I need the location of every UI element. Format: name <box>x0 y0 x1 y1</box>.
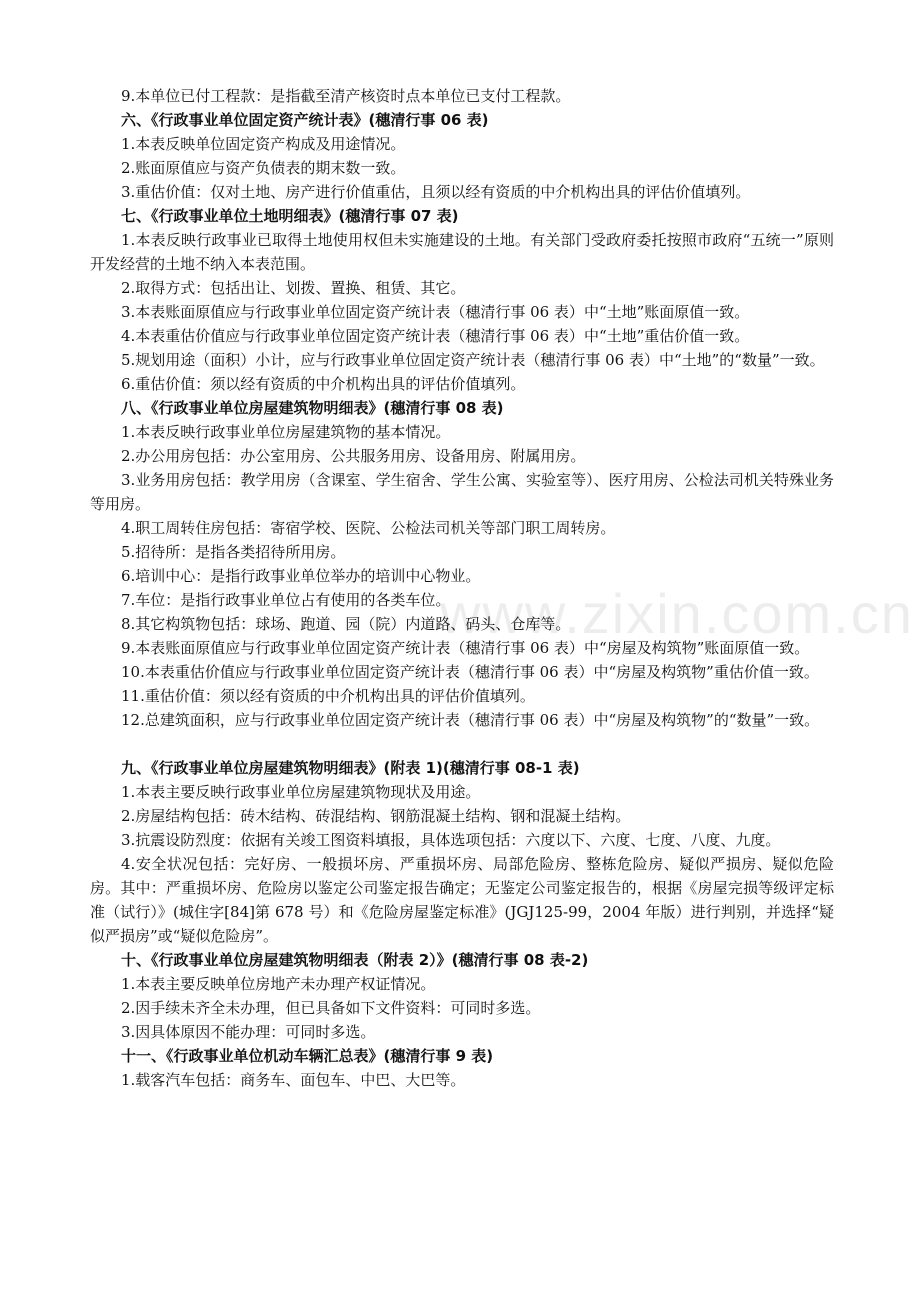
section-heading: 八、《行政事业单位房屋建筑物明细表》(穗清行事 08 表) <box>121 399 504 417</box>
paragraph: 1.载客汽车包括：商务车、面包车、中巴、大巴等。 <box>121 1071 466 1089</box>
paragraph: 1.本表反映单位固定资产构成及用途情况。 <box>121 135 406 153</box>
paragraph: 3.业务用房包括：教学用房（含课室、学生宿舍、学生公寓、实验室等）、医疗用房、公检法司机关特殊业务等用房。 <box>90 471 834 513</box>
paragraph: 2.房屋结构包括：砖木结构、砖混结构、钢筋混凝土结构、钢和混凝土结构。 <box>121 807 631 825</box>
paragraph: 10.本表重估价值应与行政事业单位固定资产统计表（穗清行事 06 表）中“房屋及构筑物”重估价值一致。 <box>121 663 819 681</box>
paragraph: 7.车位：是指行政事业单位占有使用的各类车位。 <box>121 591 451 609</box>
paragraph: 2.因手续未齐全未办理，但已具备如下文件资料：可同时多选。 <box>121 999 541 1017</box>
paragraph: 1.本表主要反映单位房地产未办理产权证情况。 <box>121 975 436 993</box>
paragraph: 11.重估价值：须以经有资质的中介机构出具的评估价值填列。 <box>121 687 535 705</box>
paragraph: 2.办公用房包括：办公室用房、公共服务用房、设备用房、附属用房。 <box>121 447 586 465</box>
paragraph: 6.重估价值：须以经有资质的中介机构出具的评估价值填列。 <box>121 375 526 393</box>
paragraph: 3.抗震设防烈度：依据有关竣工图资料填报，具体选项包括：六度以下、六度、七度、八度、九度。 <box>121 831 781 849</box>
paragraph: 3.因具体原因不能办理：可同时多选。 <box>121 1023 376 1041</box>
paragraph: 1.本表反映行政事业已取得土地使用权但未实施建设的土地。有关部门受政府委托按照市政府“五统一”原则开发经营的土地不纳入本表范围。 <box>90 231 834 273</box>
paragraph: 4.本表重估价值应与行政事业单位固定资产统计表（穗清行事 06 表）中“土地”重估价值一致。 <box>121 327 750 345</box>
paragraph: 2.账面原值应与资产负债表的期末数一致。 <box>121 159 406 177</box>
paragraph: 4.职工周转住房包括：寄宿学校、医院、公检法司机关等部门职工周转房。 <box>121 519 616 537</box>
section-heading: 十、《行政事业单位房屋建筑物明细表（附表 2）》(穗清行事 08 表-2) <box>121 951 589 969</box>
paragraph: 1.本表主要反映行政事业单位房屋建筑物现状及用途。 <box>121 783 481 801</box>
paragraph: 9.本单位已付工程款：是指截至清产核资时点本单位已支付工程款。 <box>121 87 571 105</box>
paragraph-spacer <box>90 732 834 756</box>
paragraph: 6.培训中心：是指行政事业单位举办的培训中心物业。 <box>121 567 481 585</box>
paragraph: 3.本表账面原值应与行政事业单位固定资产统计表（穗清行事 06 表）中“土地”账面原值一致。 <box>121 303 750 321</box>
paragraph: 4.安全状况包括：完好房、一般损坏房、严重损坏房、局部危险房、整栋危险房、疑似严损房、疑似危险房。其中：严重损坏房、危险房以鉴定公司鉴定报告确定；无鉴定公司鉴定报告的，根据《房屋完损等级评定标准（试行）》(城住字[84]第 678 号）和《危险房屋鉴定标准》(JGJ125-99，2004 年版）进行判别，并选择“疑似严损房”或“疑似危险房”。 <box>90 855 834 945</box>
section-heading: 九、《行政事业单位房屋建筑物明细表》(附表 1)(穗清行事 08-1 表) <box>121 759 580 777</box>
watermark: www.zixin.com.cn <box>440 582 914 645</box>
paragraph: 5.招待所：是指各类招待所用房。 <box>121 543 346 561</box>
paragraph: 8.其它构筑物包括：球场、跑道、园（院）内道路、码头、仓库等。 <box>121 615 571 633</box>
section-heading: 七、《行政事业单位土地明细表》(穗清行事 07 表) <box>121 207 459 225</box>
paragraph: 9.本表账面原值应与行政事业单位固定资产统计表（穗清行事 06 表）中“房屋及构筑物”账面原值一致。 <box>121 639 810 657</box>
section-heading: 六、《行政事业单位固定资产统计表》(穗清行事 06 表) <box>121 111 489 129</box>
paragraph: 1.本表反映行政事业单位房屋建筑物的基本情况。 <box>121 423 451 441</box>
paragraph: 3.重估价值：仅对土地、房产进行价值重估，且须以经有资质的中介机构出具的评估价值填列。 <box>121 183 751 201</box>
paragraph: 12.总建筑面积，应与行政事业单位固定资产统计表（穗清行事 06 表）中“房屋及构筑物”的“数量”一致。 <box>121 711 820 729</box>
paragraph: 2.取得方式：包括出让、划拨、置换、租赁、其它。 <box>121 279 466 297</box>
paragraph: 5.规划用途（面积）小计，应与行政事业单位固定资产统计表（穗清行事 06 表）中“土地”的“数量”一致。 <box>121 351 825 369</box>
section-heading: 十一、《行政事业单位机动车辆汇总表》(穗清行事 9 表) <box>121 1047 494 1065</box>
